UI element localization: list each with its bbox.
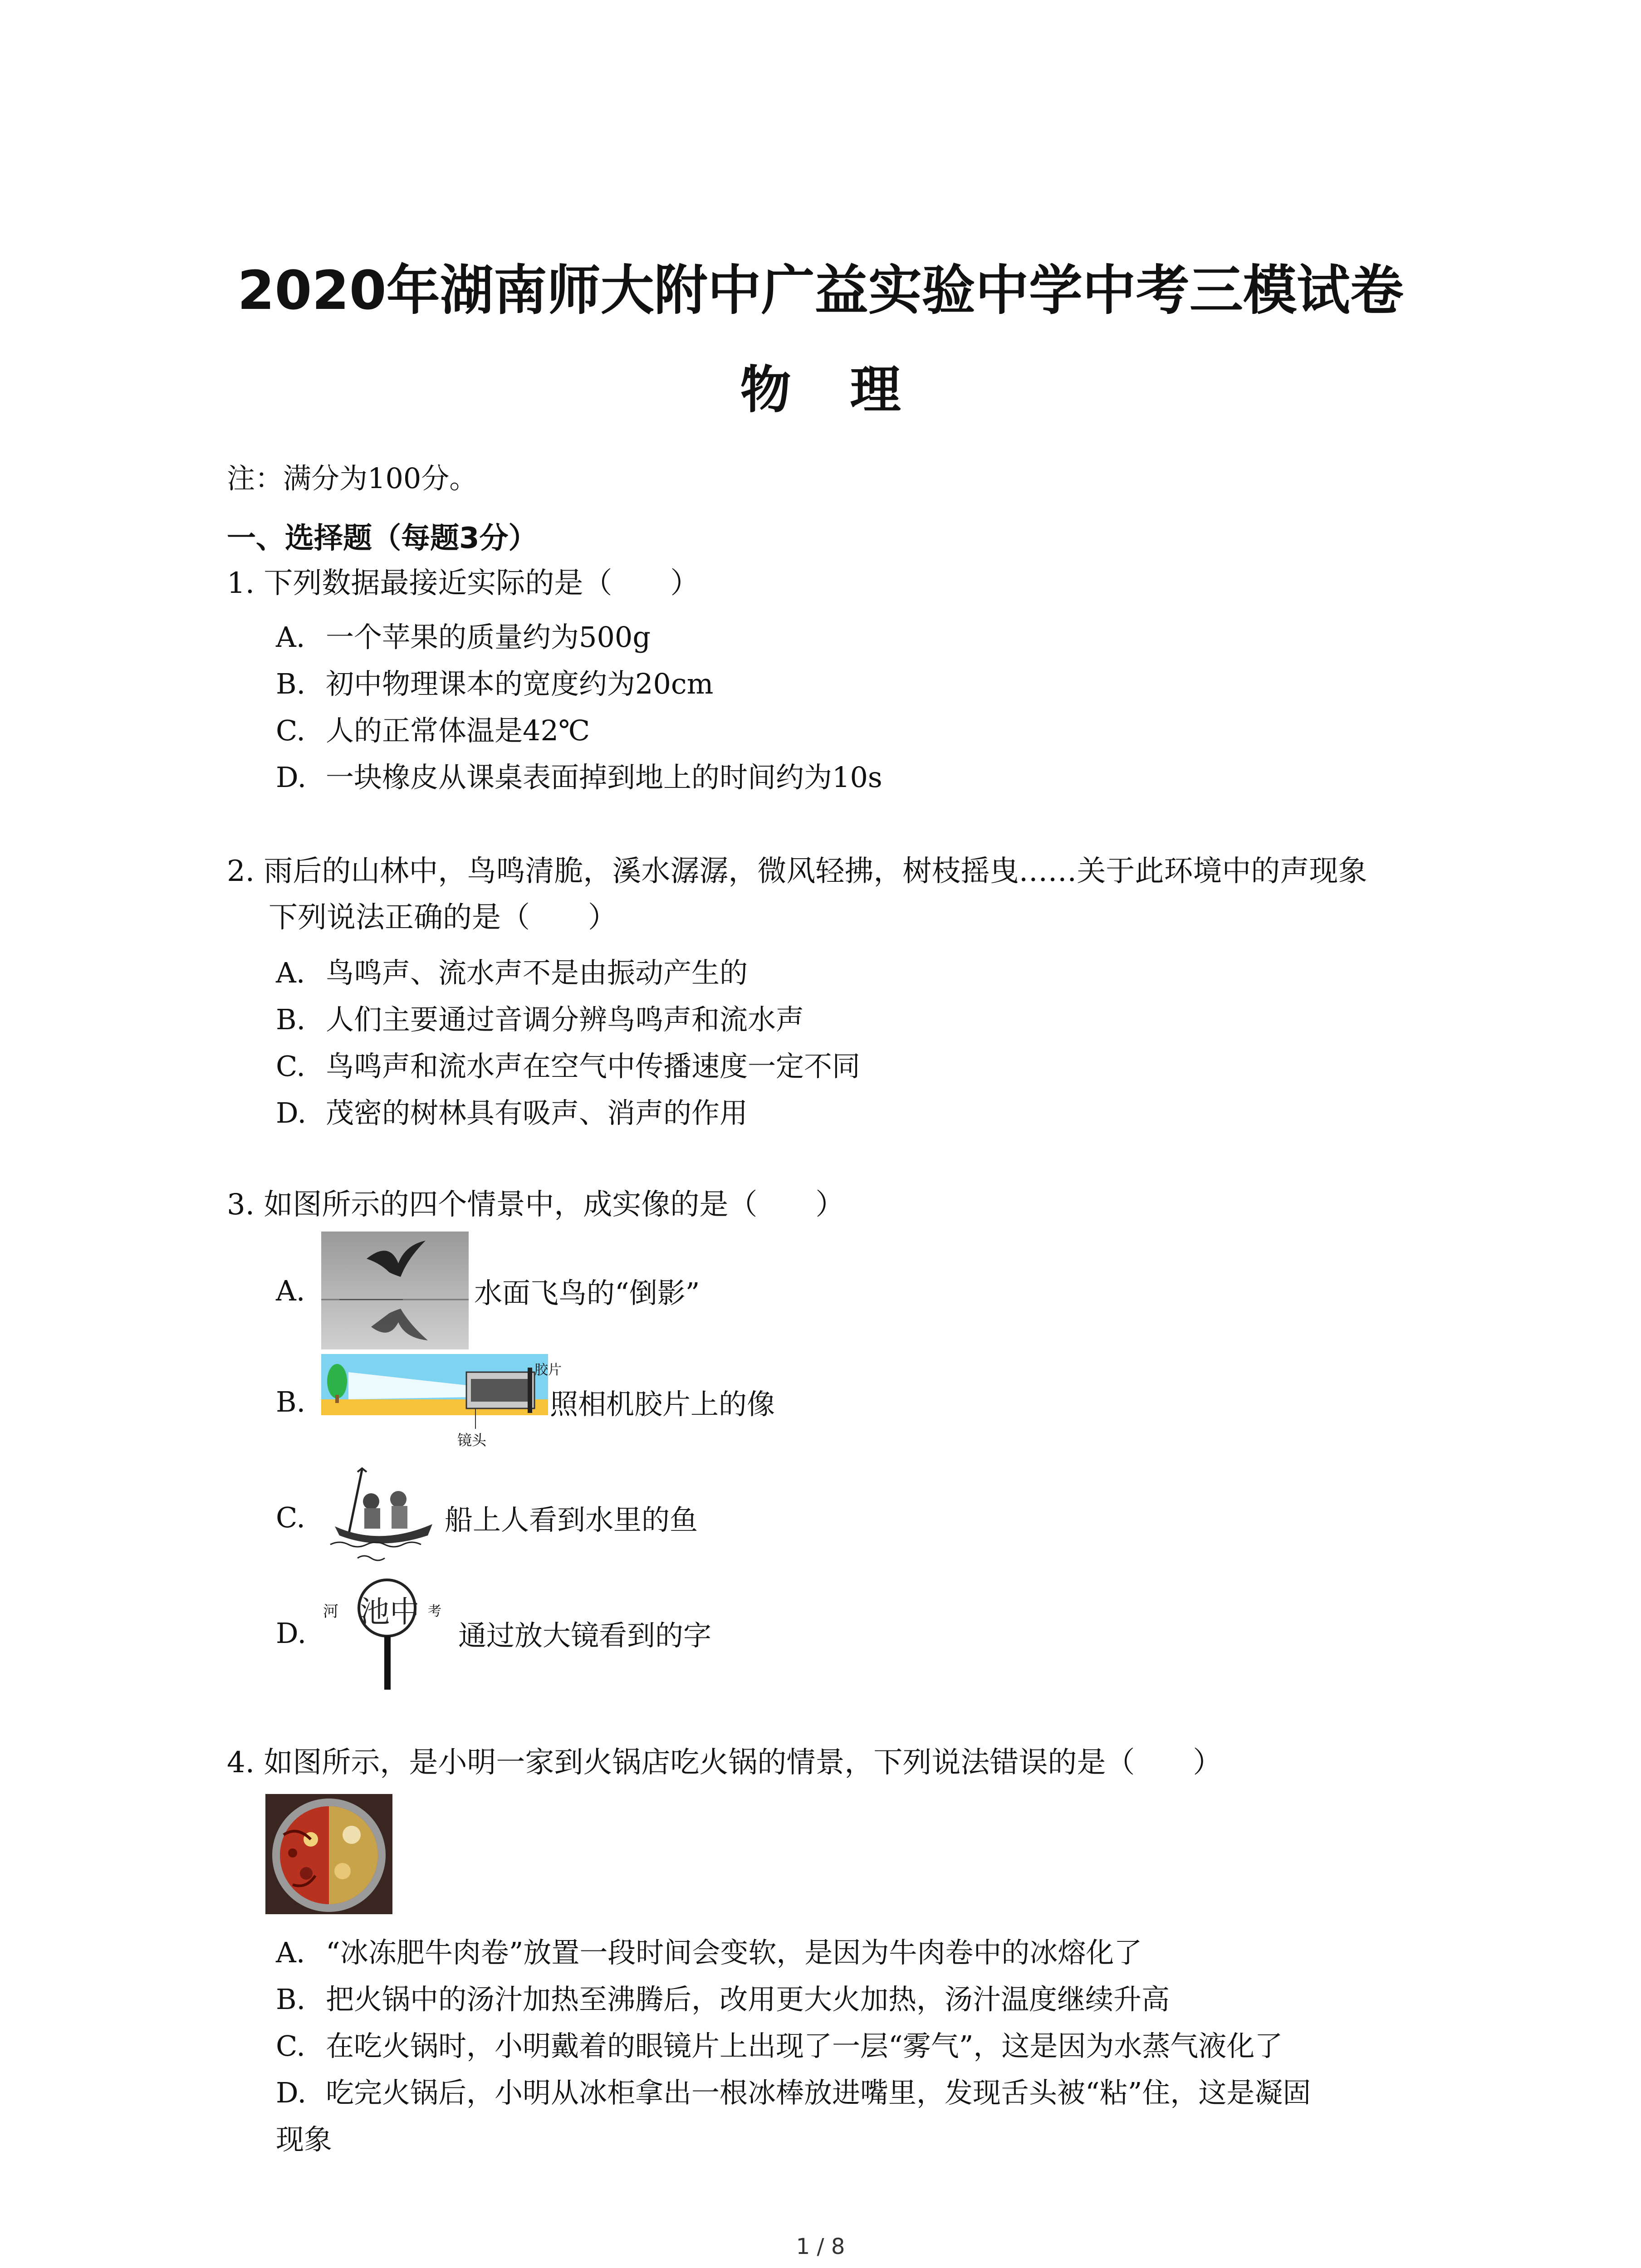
question-stem-continued: 下列说法正确的是（ ） [269, 901, 617, 934]
magnified-text: 池中 [360, 1594, 420, 1629]
option-label: D. [276, 761, 307, 794]
option-text: 人的正常体温是42℃ [326, 714, 590, 747]
option-c [276, 708, 590, 748]
option-label: B. [276, 1983, 306, 2016]
option-text: 吃完火锅后，小明从冰柜拿出一根冰棒放进嘴里，发现舌头被“粘”住，这是凝固 [326, 2076, 1311, 2109]
option-b [276, 661, 713, 702]
small-text-left: 河 [323, 1603, 338, 1621]
option-a [276, 615, 651, 655]
question-1 [227, 560, 699, 606]
option-d-continued [276, 2117, 332, 2157]
option-label: C. [276, 1501, 305, 1534]
option-b [276, 997, 804, 1037]
option-text: 鸟鸣声和流水声在空气中传播速度一定不同 [326, 1050, 861, 1083]
subject-title: 物理 [740, 361, 960, 420]
lens-label: 镜头 [457, 1432, 487, 1449]
option-text-continued: 现象 [276, 2123, 333, 2156]
option-label: B. [276, 1385, 306, 1418]
question-stem: 1. 下列数据最接近实际的是（ ） [227, 567, 700, 600]
option-label: D. [276, 1616, 307, 1650]
option-label: C. [276, 714, 305, 747]
option-c [276, 1044, 860, 1084]
option-d [276, 1090, 748, 1131]
question-4 [227, 1740, 1222, 1786]
option-label: A. [276, 956, 305, 989]
option-d [276, 1576, 711, 1690]
option-label: A. [276, 621, 305, 654]
option-label: B. [276, 1003, 306, 1036]
option-text: 水面飞鸟的“倒影” [474, 1276, 700, 1310]
option-text: “冰冻肥牛肉卷”放置一段时间会变软，是因为牛肉卷中的冰熔化了 [326, 1936, 1142, 1969]
question-stem: 3. 如图所示的四个情景中，成实像的是（ ） [227, 1188, 845, 1222]
small-text-right: 考 [428, 1603, 441, 1619]
option-b [276, 1977, 1170, 2017]
option-label: D. [276, 1096, 307, 1129]
boat-fishing-image [321, 1467, 439, 1567]
option-d [276, 755, 882, 795]
question-stem: 4. 如图所示，是小明一家到火锅店吃火锅的情景，下列说法错误的是（ ） [227, 1746, 1222, 1779]
option-text: 船上人看到水里的鱼 [445, 1503, 698, 1536]
option-text: 鸟鸣声、流水声不是由振动产生的 [326, 956, 748, 989]
option-text: 人们主要通过音调分辨鸟鸣声和流水声 [326, 1003, 804, 1036]
option-c [276, 1467, 698, 1567]
option-label: A. [276, 1936, 305, 1969]
option-a [276, 950, 748, 991]
score-note: 注：满分为100分。 [227, 462, 478, 495]
question-stem: 2. 雨后的山林中，鸟鸣清脆，溪水潺潺，微风轻拂，树枝摇曳……关于此环境中的声现象 [227, 855, 1367, 888]
option-text: 在吃火锅时，小明戴着的眼镜片上出现了一层“雾气”，这是因为水蒸气液化了 [326, 2029, 1283, 2063]
question-2 [227, 848, 1367, 941]
option-d [276, 2070, 1311, 2111]
hotpot-image [265, 1794, 392, 1914]
option-text: 初中物理课本的宽度约为20cm [326, 667, 714, 700]
option-label: D. [276, 2076, 307, 2109]
option-text: 一个苹果的质量约为500g [326, 621, 651, 654]
option-text: 茂密的树林具有吸声、消声的作用 [326, 1096, 748, 1129]
option-label: A. [276, 1274, 305, 1307]
film-label: 胶片 [534, 1362, 562, 1378]
camera-diagram-image [321, 1354, 562, 1449]
exam-title: 2020年湖南师大附中广益实验中学中考三模试卷 [237, 259, 1404, 322]
bird-reflection-image [321, 1232, 469, 1349]
page-number: 1 / 8 [796, 2234, 845, 2259]
option-b [276, 1354, 775, 1449]
option-label: C. [276, 2029, 305, 2063]
magnifier-image [321, 1576, 453, 1690]
option-text: 一块橡皮从课桌表面掉到地上的时间约为10s [326, 761, 882, 794]
option-label: C. [276, 1050, 305, 1083]
option-text: 照相机胶片上的像 [550, 1387, 775, 1421]
section-heading: 一、选择题（每题3分） [227, 522, 538, 555]
option-c [276, 2024, 1283, 2064]
option-a [276, 1930, 1142, 1970]
option-text: 通过放大镜看到的字 [458, 1618, 712, 1652]
question-3 [227, 1182, 844, 1228]
option-label: B. [276, 667, 306, 700]
option-a [276, 1232, 700, 1349]
option-text: 把火锅中的汤汁加热至沸腾后，改用更大火加热，汤汁温度继续升高 [326, 1983, 1170, 2016]
